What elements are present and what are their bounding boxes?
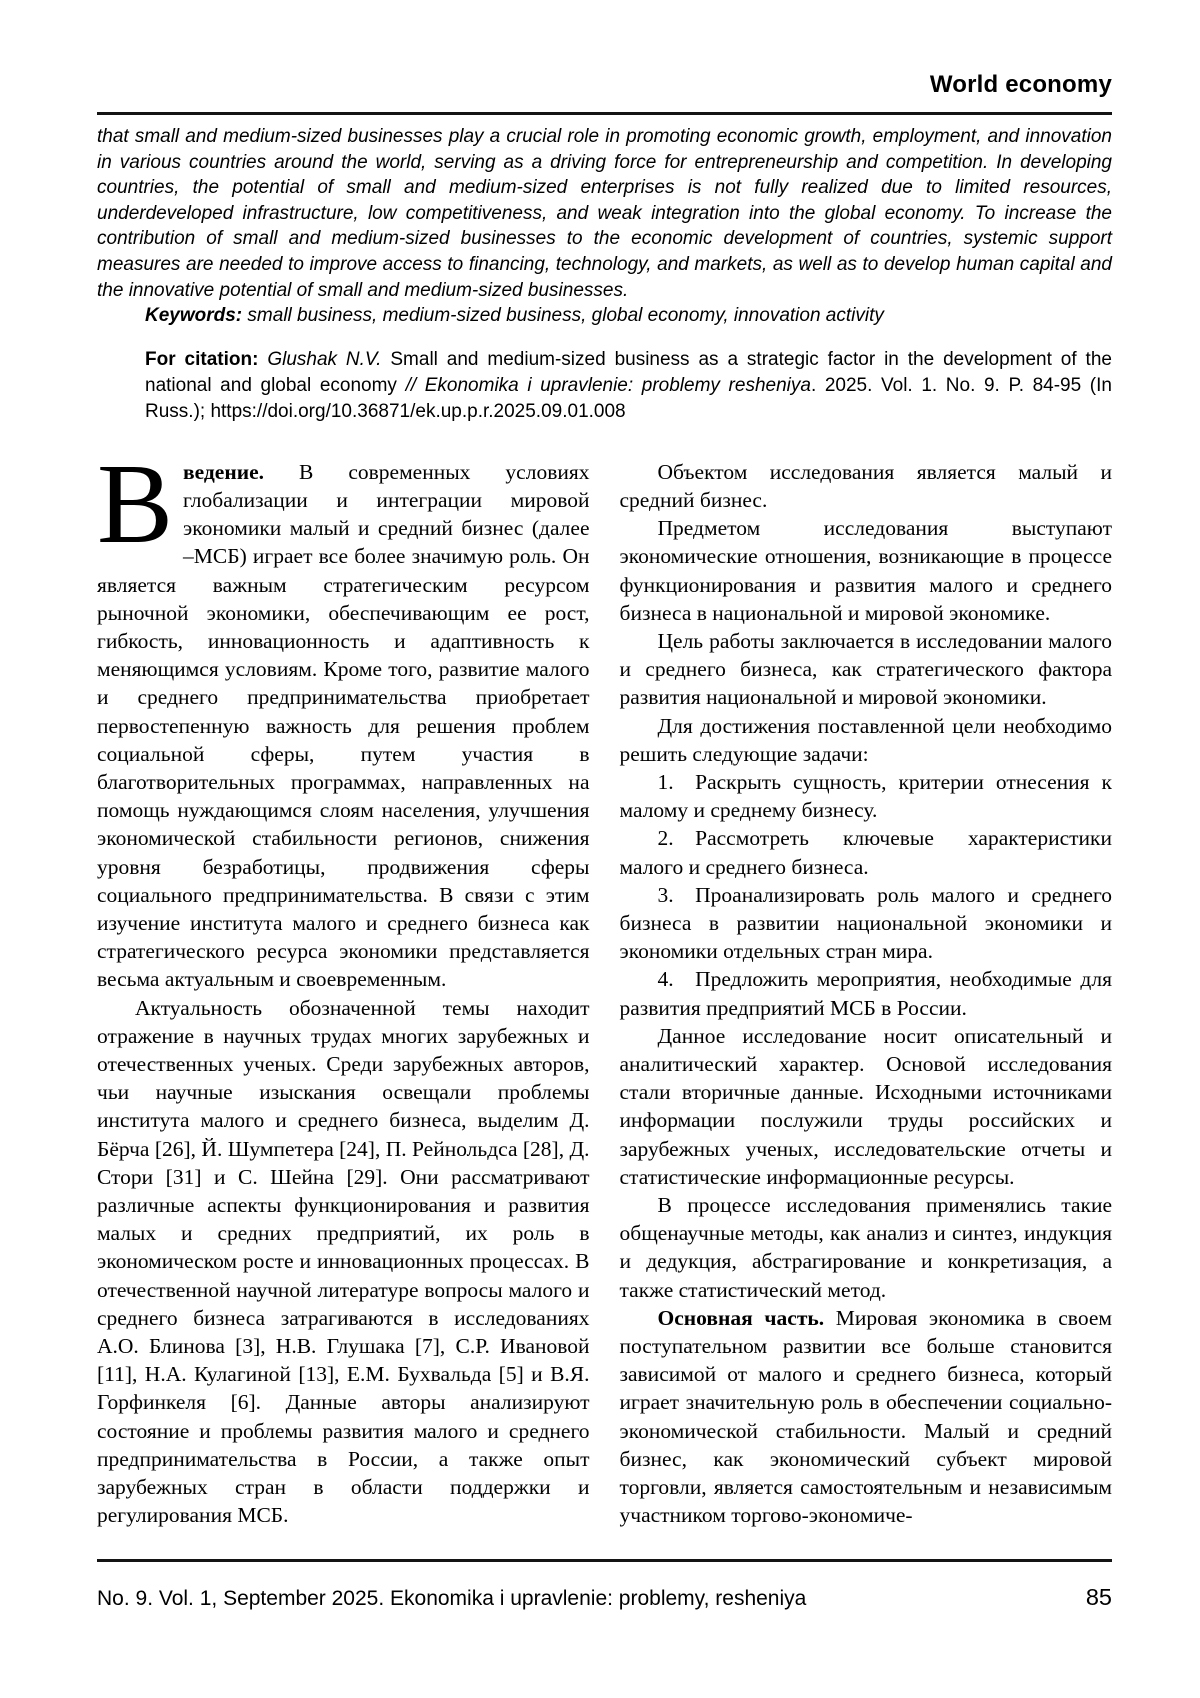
page-footer: [97, 1559, 1112, 1612]
section-title: World economy: [929, 71, 1112, 98]
paragraph-text: Объектом исследования является малый и средний бизнес.: [619, 459, 1112, 512]
intro-lead: ведение.: [183, 459, 300, 484]
citation-authors: Glushak N.V.: [267, 348, 391, 370]
paragraph-text: Мировая экономика в своем поступательном развитии все больше становится зависимой от малого и среднего бизнеса, который играет значительную роль в обеспечении социально-экономической стабильности. Малый и средний бизнес, как экономический субъект мировой торговли, является самостоятельным и независимым участником торгово-экономиче-: [619, 1305, 1112, 1528]
paragraph-text: Данное исследование носит описательный и аналитический характер. Основой исследования стали вторичные данные. Исходными источниками информации послужили труды российских и зарубежных ученых, исследовательские отчеты и статистические информационные ресурсы.: [619, 1023, 1112, 1189]
paragraph-text: Цель работы заключается в исследовании малого и среднего бизнеса, как стратегического фактора развития национальной и мировой экономики.: [619, 628, 1112, 710]
keywords-line: [97, 303, 1112, 329]
paragraph: [620, 1191, 1113, 1304]
paragraph: [620, 514, 1113, 627]
abstract-block: [97, 124, 1112, 329]
citation-block: [145, 347, 1112, 425]
paragraph-text: Для достижения поставленной цели необходимо решить следующие задачи:: [619, 713, 1112, 766]
paragraph-lead: Основная часть.: [657, 1305, 836, 1330]
citation-title: Small and medium-sized business as a strategic factor in the development of the national and global economy: [145, 348, 1112, 396]
paragraph-text: 1. Раскрыть сущность, критерии отнесения к малому и среднему бизнесу.: [619, 769, 1112, 823]
paragraph: [97, 994, 590, 1530]
article-body: [97, 439, 1112, 1530]
list-item: [620, 965, 1113, 1021]
abstract-text: that small and medium-sized businesses play a crucial role in promoting economic growth, employment, and innovation in various countries around the world, serving as a driving force for entrepreneurship and competition. In developing countries, the potential of small and medium-sized enterprises is not fully realized due to limited resources, underdeveloped infrastructure, low competitiveness, and weak integration into the global economy. To increase the contribution of small and medium-sized businesses to the economic development of countries, systemic support measures are needed to improve access to financing, technology, and markets, as well as to develop human capital and the innovative potential of small and medium-sized businesses.: [97, 126, 1112, 301]
paragraph: [620, 627, 1113, 712]
paragraph-text: Актуальность обозначенной темы находит отражение в научных трудах многих зарубежных и отечественных ученых. Среди зарубежных авторов, чьи научные изыскания освещали проблемы института малого и среднего бизнеса, выделим Д. Бёрча [26], Й. Шумпетера [24], П. Рейнольдса [28], Д. Стори [31] и С. Шейна [29]. Они рассматривают различные аспекты функционирования и развития малых и средних предприятий, их роль в экономическом росте и инновационных процессах. В отечественной научной литературе вопросы малого и среднего бизнеса затрагиваются в исследованиях А.О. Блинова [3], Н.В. Глушака [7], С.Р. Ивановой [11], Н.А. Кулагиной [13], Е.М. Бухвальда [5] и В.Я. Горфинкеля [6]. Данные авторы анализируют состояние и проблемы развития малого и среднего предпринимательства в России, а также опыт зарубежных стран в области поддержки и регулирования МСБ.: [97, 995, 590, 1528]
left-column: [97, 439, 590, 1530]
header-rule: [97, 112, 1112, 115]
citation-tail: . 2025. Vol. 1. No. 9. P. 84-95 (In Russ.); https://doi.org/10.36871/ek.up.p.r.2025.09.01.008: [145, 374, 1112, 422]
list-item: [620, 768, 1113, 824]
intro-paragraph: [97, 439, 590, 994]
page-number: 85: [1085, 1584, 1112, 1611]
paragraph-text: 2. Рассмотреть ключевые характеристики малого и среднего бизнеса.: [619, 826, 1112, 879]
paragraph: [620, 1304, 1113, 1530]
footer-journal-line: No. 9. Vol. 1, September 2025. Ekonomika i upravlenie: problemy, resheniya: [97, 1587, 807, 1611]
running-head: [97, 70, 1112, 100]
keywords-text: small business, medium-sized business, global economy, innovation activity: [247, 305, 884, 327]
paragraph: [620, 1022, 1113, 1191]
paragraph: [620, 712, 1113, 768]
paragraph-text: 4. Предложить мероприятия, необходимые для развития предприятий МСБ в России.: [619, 967, 1112, 1020]
list-item: [620, 824, 1113, 880]
list-item: [620, 881, 1113, 966]
paragraph: [620, 458, 1113, 514]
intro-text: В современных условиях глобализации и интеграции мировой экономики малый и средний бизнес (далее –МСБ) играет все более значимую роль. Он является важным стратегическим ресурсом рыночной экономики, обеспечивающим ее рост, гибкость, инновационность и адаптивность к меняющимся условиям. Кроме того, развитие малого и среднего предпринимательства приобретает первостепенную важность для решения проблем социальной сферы, путем участия в благотворительных программах, направленных на помощь нуждающимся слоям населения, улучшения экономической стабильности регионов, снижения уровня безработицы, продвижения сферы социального предпринимательства. В связи с этим изучение института малого и среднего бизнеса как стратегического ресурса экономики представляется весьма актуальным и своевременным.: [97, 459, 590, 992]
paragraph-text: Предметом исследования выступают экономические отношения, возникающие в процессе функционирования и развития малого и среднего бизнеса в национальной и мировой экономике.: [619, 516, 1112, 625]
paragraph-text: 3. Проанализировать роль малого и среднего бизнеса в развитии национальной экономики и экономики отдельных стран мира.: [619, 882, 1112, 964]
citation-journal: // Ekonomika i upravlenie: problemy resheniya: [405, 374, 811, 396]
paragraph-text: В процессе исследования применялись такие общенаучные методы, как анализ и синтез, индукция и дедукция, абстрагирование и конкретизация, а также статистический метод.: [619, 1193, 1112, 1302]
keywords-label: Keywords:: [145, 305, 248, 327]
drop-cap: В: [97, 439, 174, 567]
citation-label: For citation:: [145, 348, 268, 370]
right-column: [620, 458, 1113, 1530]
